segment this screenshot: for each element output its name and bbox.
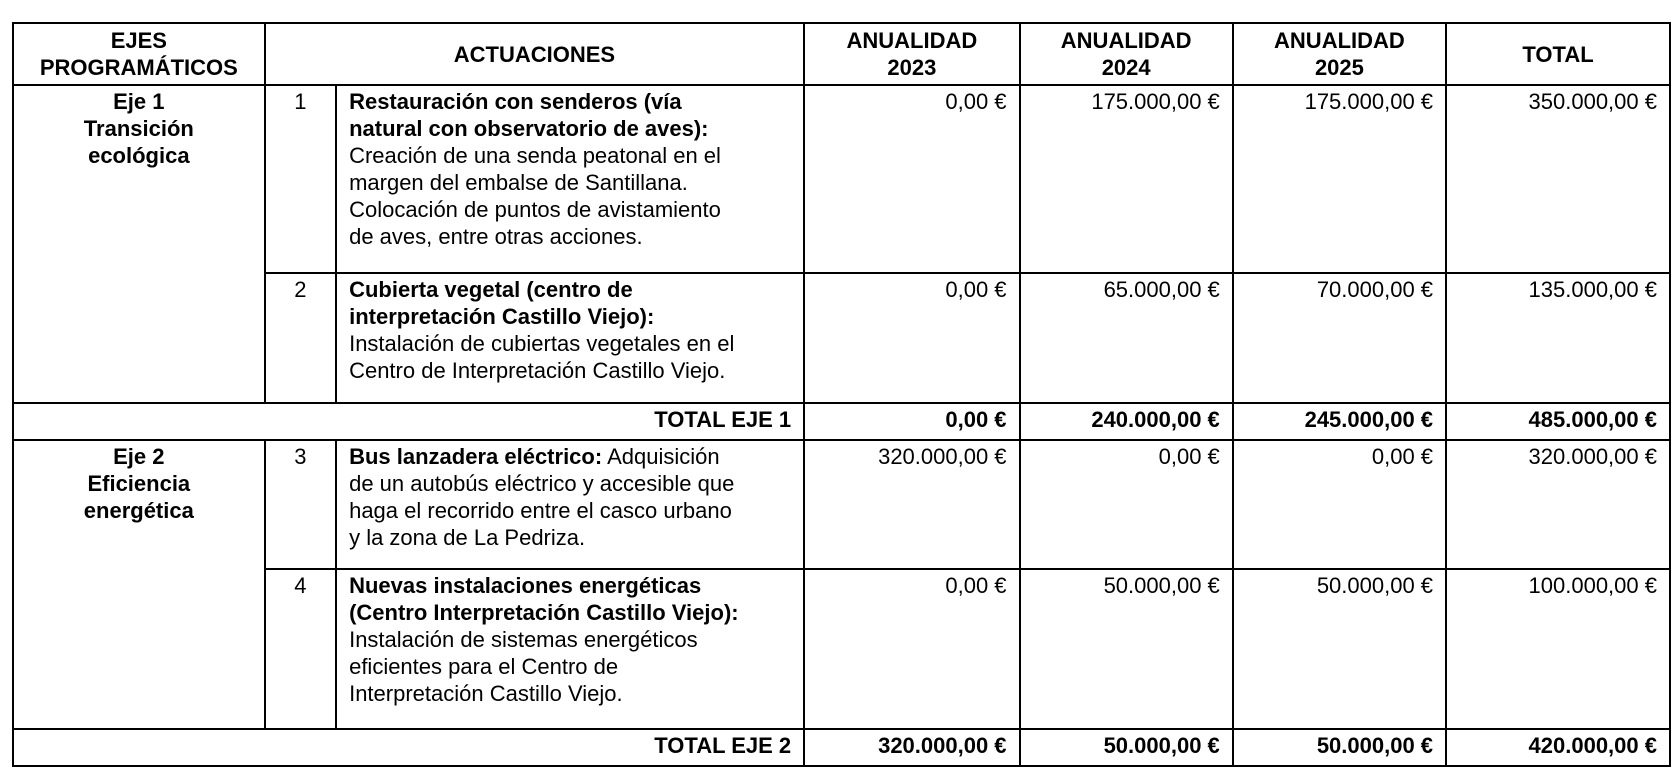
eje-1-label: Eje 1 Transición ecológica [13, 85, 265, 403]
amount-total: 320.000,00 € [1446, 440, 1670, 570]
amount-2024: 65.000,00 € [1020, 273, 1233, 403]
total-eje-1-2025: 245.000,00 € [1233, 403, 1446, 440]
total-eje-1-2023: 0,00 € [804, 403, 1019, 440]
header-ejes: EJES PROGRAMÁTICOS [13, 23, 265, 85]
action-description: Restauración con senderos (vía natural con observatorio de aves): Creación de una senda peatonal en el margen del embalse de Santillana. Colocación de puntos de avistamiento de aves, entre otras acciones. [336, 85, 804, 273]
action-number: 4 [265, 569, 336, 729]
amount-total: 100.000,00 € [1446, 569, 1670, 729]
action-description: Cubierta vegetal (centro de interpretación Castillo Viejo): Instalación de cubiertas vegetales en el Centro de Interpretación Castillo Viejo. [336, 273, 804, 403]
header-total: TOTAL [1446, 23, 1670, 85]
total-eje-1-2024: 240.000,00 € [1020, 403, 1233, 440]
header-anualidad-2024: ANUALIDAD 2024 [1020, 23, 1233, 85]
amount-2023: 0,00 € [804, 85, 1019, 273]
total-eje-2-2024: 50.000,00 € [1020, 729, 1233, 766]
action-number: 3 [265, 440, 336, 570]
amount-2024: 175.000,00 € [1020, 85, 1233, 273]
header-anualidad-2023: ANUALIDAD 2023 [804, 23, 1019, 85]
amount-total: 350.000,00 € [1446, 85, 1670, 273]
amount-2025: 175.000,00 € [1233, 85, 1446, 273]
table-row [13, 85, 1670, 273]
amount-2023: 0,00 € [804, 273, 1019, 403]
amount-total: 135.000,00 € [1446, 273, 1670, 403]
total-eje-2-2023: 320.000,00 € [804, 729, 1019, 766]
action-description: Bus lanzadera eléctrico: Adquisición de un autobús eléctrico y accesible que haga el recorrido entre el casco urbano y la zona de La Pedriza. [336, 440, 804, 570]
action-description: Nuevas instalaciones energéticas (Centro Interpretación Castillo Viejo): Instalación de sistemas energéticos eficientes para el Centro de Interpretación Castillo Viejo. [336, 569, 804, 729]
total-eje-2-total: 420.000,00 € [1446, 729, 1670, 766]
total-eje-2-2025: 50.000,00 € [1233, 729, 1446, 766]
total-eje-2-label: TOTAL EJE 2 [13, 729, 804, 766]
total-eje-1-total: 485.000,00 € [1446, 403, 1670, 440]
total-eje-1-row [13, 403, 1670, 440]
header-row [13, 23, 1670, 85]
amount-2025: 50.000,00 € [1233, 569, 1446, 729]
budget-table [12, 22, 1671, 767]
amount-2025: 0,00 € [1233, 440, 1446, 570]
total-eje-2-row [13, 729, 1670, 766]
action-number: 2 [265, 273, 336, 403]
total-eje-1-label: TOTAL EJE 1 [13, 403, 804, 440]
amount-2023: 320.000,00 € [804, 440, 1019, 570]
header-actuaciones: ACTUACIONES [265, 23, 805, 85]
table-row [13, 440, 1670, 570]
header-anualidad-2025: ANUALIDAD 2025 [1233, 23, 1446, 85]
amount-2024: 50.000,00 € [1020, 569, 1233, 729]
amount-2024: 0,00 € [1020, 440, 1233, 570]
amount-2025: 70.000,00 € [1233, 273, 1446, 403]
action-number: 1 [265, 85, 336, 273]
amount-2023: 0,00 € [804, 569, 1019, 729]
eje-2-label: Eje 2 Eficiencia energética [13, 440, 265, 730]
